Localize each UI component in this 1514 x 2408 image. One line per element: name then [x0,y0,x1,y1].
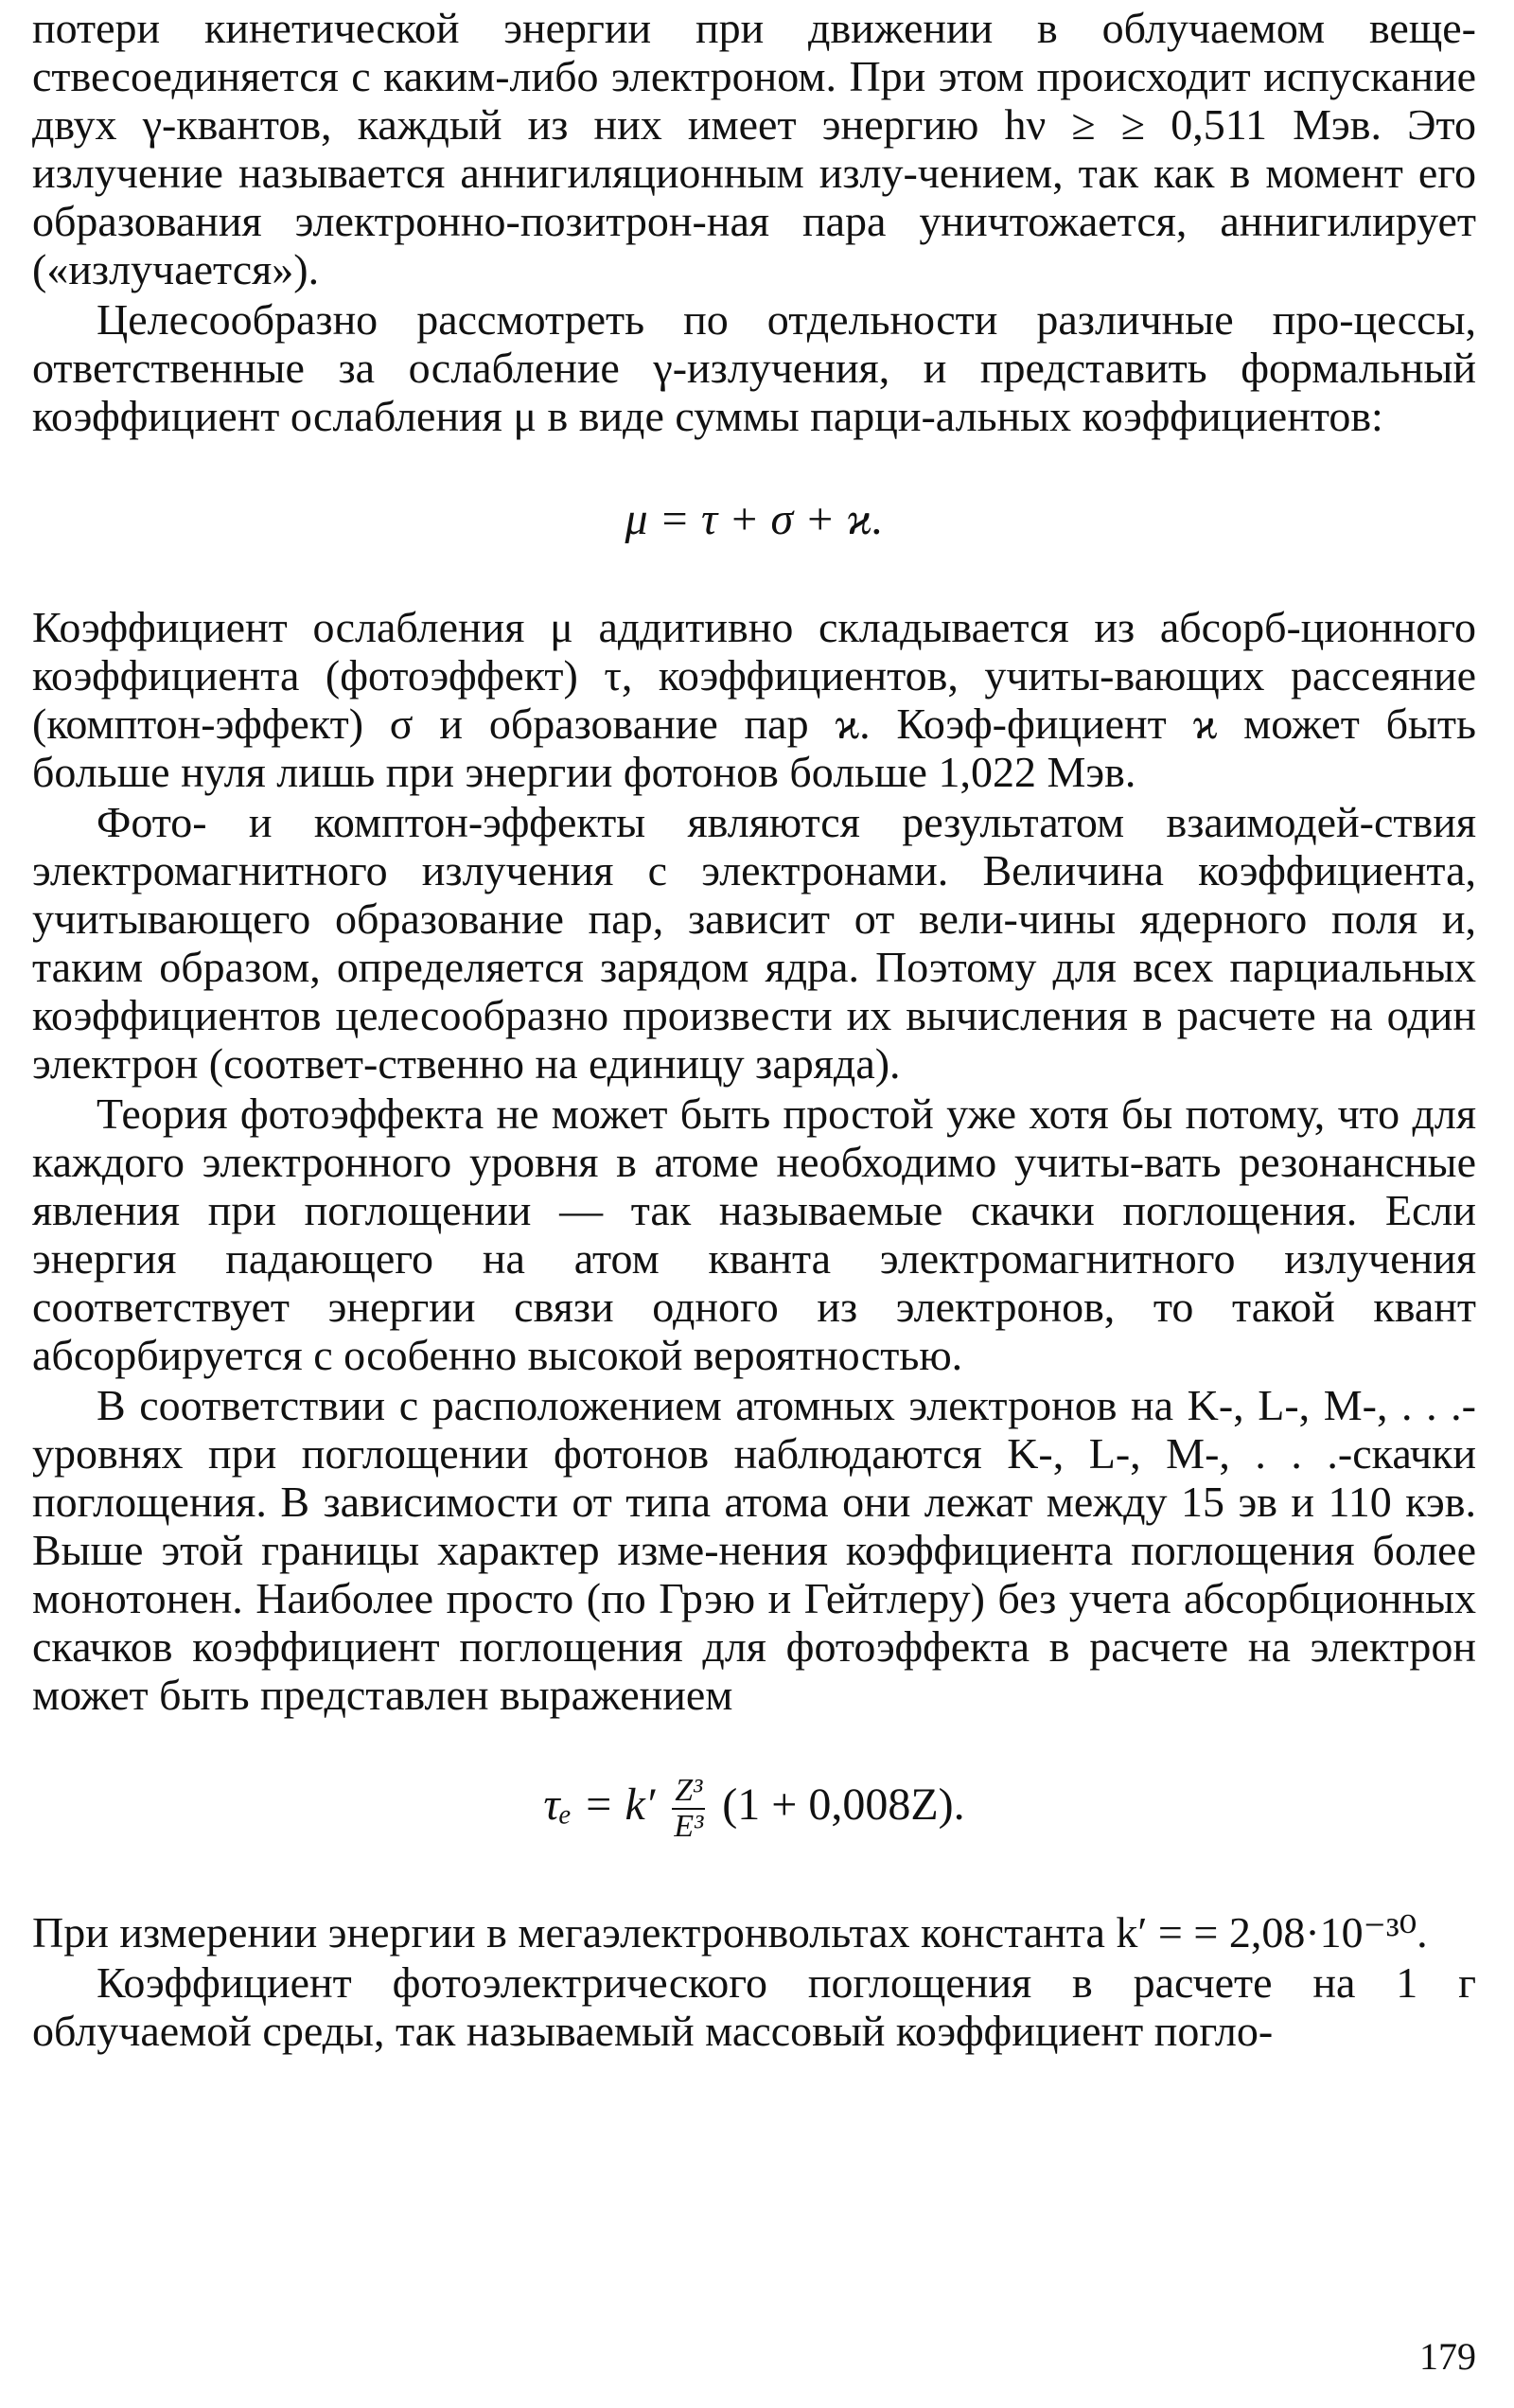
paragraph-partial-coefficients: Целесообразно рассмотреть по отдельности различные про-цессы, ответственные за ослабление γ-излучения, и представить формальный коэффициент ослабления μ в виде суммы парци-альных коэффициентов: [32,295,1476,440]
paragraph-photoeffect-theory: Теория фотоэффекта не может быть простой уже хотя бы потому, что для каждого электронного уровня в атоме необходимо учиты-вать резонансные явления при поглощении — так называемые скачки поглощения. Если энергия падающего на атом кванта электромагнитного излучения соответствует энергии связи одного из электронов, то такой квант абсорбируется с особенно высокой вероятностью. [32,1089,1476,1379]
paragraph-photo-compton: Фото- и комптон-эффекты являются результатом взаимодей-ствия электромагнитного излучения с электронами. Величина коэффициента, учитывающего образование пар, зависит от вели-чины ядерного поля и, таким образом, определяется зарядом ядра. Поэтому для всех парциальных коэффициентов целесообразно произвести их вычисления в расчете на один электрон (соответ-ственно на единицу заряда). [32,798,1476,1088]
formula-numerator: Z³ [672,1774,705,1810]
paragraph-annihilation: потери кинетической энергии при движении в облучаемом веще-ствесоединяется с каким-либо электроном. При этом происходит испускание двух γ-квантов, каждый из них имеет энергию hν ≥ ≥ 0,511 Мэв. Это излучение называется аннигиляционным излу-чением, так как в момент его образования электронно-позитрон-ная пара уничтожается, аннигилирует («излучается»). [32,4,1476,293]
paragraph-mass-coefficient: Коэффициент фотоэлектрического поглощения в расчете на 1 г облучаемой среды, так называемый массовый коэффициент погло- [32,1958,1476,2055]
page-number: 179 [1419,2335,1476,2378]
formula-fraction [672,1774,705,1844]
formula-attenuation-sum-text: μ = τ + σ + ϰ. [625,494,884,544]
formula-rhs: (1 + 0,008Z). [722,1779,965,1831]
formula-lhs: τₑ = k′ [543,1779,656,1831]
paragraph-constant-value: При измерении энергии в мегаэлектронвольтах константа k′ = = 2,08·10⁻³⁰. [32,1908,1428,1956]
formula-denominator: E³ [674,1809,704,1844]
paragraph-additive-coefficient: Коэффициент ослабления μ аддитивно складывается из абсорб-ционного коэффициента (фотоэффект) τ, коэффициентов, учиты-вающих рассеяние (комптон-эффект) σ и образование пар ϰ. Коэф-фициент ϰ может быть больше нуля лишь при энергии фотонов больше 1,022 Мэв. [32,603,1476,796]
formula-attenuation-sum [32,491,1476,548]
paragraph-absorption-edges: В соответствии с расположением атомных электронов на K-, L-, M-, . . .-уровнях при поглощении фотонов наблюдаются K-, L-, M-, . . .-скачки поглощения. В зависимости от типа атома они лежат между 15 эв и 110 кэв. Выше этой границы характер изме-нения коэффициента поглощения более монотонен. Наиболее просто (по Грэю и Гейтлеру) без учета абсорбционных скачков коэффициент поглощения для фотоэффекта в расчете на электрон может быть представлен выражением [32,1381,1476,1719]
formula-photoabsorption [32,1774,1476,1844]
